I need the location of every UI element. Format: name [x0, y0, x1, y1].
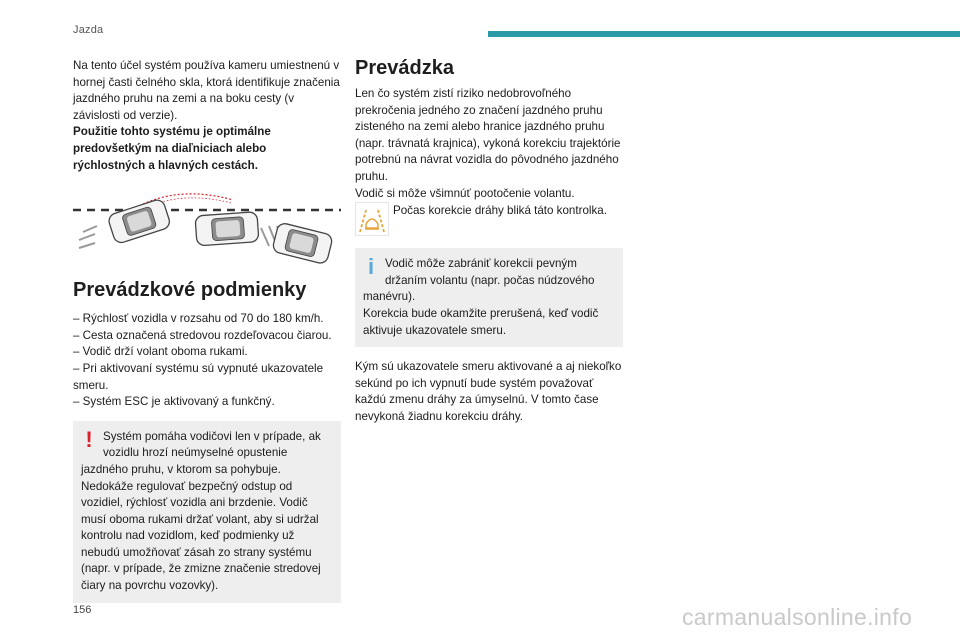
- conditions-heading: Prevádzkové podmienky: [73, 279, 307, 302]
- left-column: [73, 58, 341, 603]
- condition-item: – Cesta označená stredovou rozdeľovacou čiarou.: [73, 328, 332, 342]
- info-note: [355, 248, 623, 347]
- watermark: carmanualsonline.info: [682, 604, 913, 630]
- intro-paragraph: Na tento účel systém používa kameru umiestnenú v hornej časti čelného skla, ktorá identifikuje značenia jazdného pruhu na zemi a na boku cesty (v závislosti od verzie).: [73, 59, 340, 122]
- warning-text: Systém pomáha vodičovi len v prípade, ak vozidlu hrozí neúmyselné opustenie jazdného pruhu, v ktorom sa pohybuje. Nedokáže regulovať bezpečný odstup od vozidiel, rýchlosť vozidla ani brzdenie. Vodič musí oboma rukami držať volant, aby si udržal kontrolu nad vozidlom, keď podmienky už nebudú umožňovať zásah zo strany systému (napr. v prípade, že zmizne značenie stredovej čiary na povrchu vozovky).: [81, 429, 321, 593]
- lane-departure-illustration: [73, 188, 341, 266]
- condition-item: – Pri aktivovaní systému sú vypnuté ukazovatele smeru.: [73, 361, 324, 392]
- condition-item: – Vodič drží volant oboma rukami.: [73, 345, 248, 359]
- operation-heading: Prevádzka: [355, 57, 454, 79]
- info-text-2: Korekcia bude okamžite prerušená, keď vodič aktivuje ukazovatele smeru.: [363, 306, 599, 337]
- header-accent-bar: [488, 31, 960, 37]
- operation-paragraph: Len čo systém zistí riziko nedobrovoľného prekročenia jedného zo značení jazdného pruhu zisteného na zemi alebo hranice jazdného pruhu (napr. trávnatá krajnica), vykoná korekciu trajektórie potrebnú na návrat vozidla do pôvodného jazdného pruhu.: [355, 87, 621, 183]
- intro-bold-paragraph: Použitie tohto systému je optimálne predovšetkým na diaľniciach alebo rýchlostných a hlavných cestách.: [73, 125, 271, 172]
- warning-exclamation-icon: !: [85, 426, 93, 452]
- info-text-1: Vodič môže zabrániť korekcii pevným držaním volantu (napr. počas núdzového manévru).: [363, 257, 595, 304]
- lamp-row: [355, 202, 623, 236]
- conditions-list: [73, 311, 341, 411]
- page-number: 156: [73, 604, 92, 616]
- warning-note: [73, 421, 341, 603]
- closing-paragraph: Kým sú ukazovatele smeru aktivované a aj niekoľko sekúnd po ich vypnutí bude systém považovať každú zmenu dráhy za úmyselnú. V tomto čase nevykoná žiadnu korekciu dráhy.: [355, 360, 622, 423]
- condition-item: – Rýchlosť vozidla v rozsahu od 70 do 180 km/h.: [73, 312, 324, 326]
- condition-item: – Systém ESC je aktivovaný a funkčný.: [73, 395, 275, 409]
- lamp-description: Počas korekcie dráhy bliká táto kontrolka.: [393, 204, 607, 218]
- steering-note: Vodič si môže všimnúť pootočenie volantu.: [355, 186, 575, 200]
- lane-keeping-warning-lamp-icon: [355, 202, 389, 236]
- info-icon: i: [367, 254, 375, 280]
- section-title: Jazda: [73, 24, 104, 36]
- right-column: [355, 56, 623, 426]
- car-lane-illustration-svg: [73, 188, 341, 266]
